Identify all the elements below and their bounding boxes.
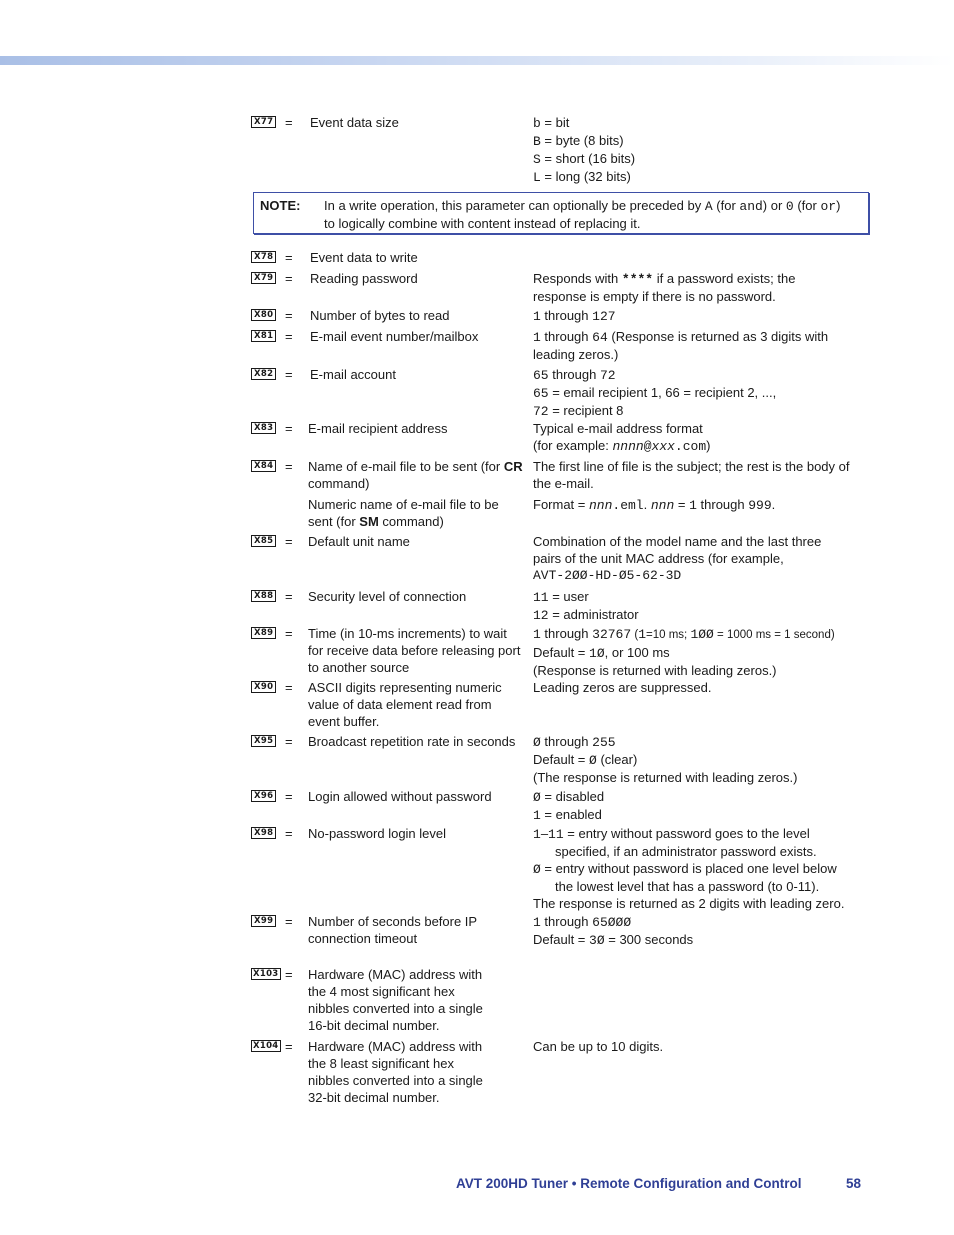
param-description-alt: Numeric name of e-mail file to be sent (for SM command)	[308, 497, 499, 529]
param-code-badge: X77	[251, 116, 276, 128]
param-description: Hardware (MAC) address with the 4 most significant hex nibbles converted into a single 16-bit decimal number.	[308, 967, 483, 1033]
param-values: 65 through 72 65 = email recipient 1, 66 = recipient 2, ..., 72 = recipient 8	[533, 367, 777, 419]
param-code-badge: X99	[251, 915, 276, 927]
note-label: NOTE:	[260, 198, 301, 213]
param-values: Leading zeros are suppressed.	[533, 680, 712, 695]
equals-sign: =	[285, 734, 293, 749]
footer-title: AVT 200HD Tuner • Remote Configuration and Control	[456, 1176, 802, 1191]
param-description: Login allowed without password	[308, 789, 492, 804]
param-description: Number of bytes to read	[310, 308, 450, 323]
param-values: 1 through 32767 (1=10 ms; 1ØØ = 1000 ms = 1 second) Default = 1Ø, or 100 ms (Response is returned with leading zeros.)	[533, 626, 835, 678]
equals-sign: =	[285, 789, 293, 804]
param-code-badge: X85	[251, 535, 276, 547]
equals-sign: =	[285, 589, 293, 604]
param-description: E-mail account	[310, 367, 396, 382]
equals-sign: =	[285, 626, 293, 641]
param-description: No-password login level	[308, 826, 447, 841]
param-code-badge: X95	[251, 735, 276, 747]
param-description: Time (in 10-ms increments) to wait for receive data before releasing port to another source	[308, 626, 521, 675]
param-code-badge: X81	[251, 330, 276, 342]
param-description: Reading password	[310, 271, 418, 286]
page-number: 58	[846, 1176, 862, 1191]
note-text: In a write operation, this parameter can optionally be preceded by A (for and) or 0 (for or) to logically combine with content instead of replacing it.	[324, 198, 841, 231]
note-box	[253, 192, 869, 234]
param-values: Ø = disabled 1 = enabled	[533, 789, 605, 823]
param-values: 11 = user 12 = administrator	[533, 589, 639, 623]
param-description: Security level of connection	[308, 589, 467, 604]
equals-sign: =	[285, 308, 293, 323]
param-description: Event data to write	[310, 250, 418, 265]
param-code-badge: X103	[253, 969, 279, 979]
param-values: 1 through 65ØØØ Default = 3Ø = 300 seconds	[533, 914, 694, 948]
param-code-badge: X90	[251, 681, 276, 693]
equals-sign: =	[285, 250, 293, 265]
param-values: b = bit B = byte (8 bits) S = short (16 bits) L = long (32 bits)	[533, 115, 636, 185]
header-gradient-bar	[0, 56, 954, 65]
param-description: Broadcast repetition rate in seconds	[308, 734, 516, 749]
param-values: Ø through 255 Default = Ø (clear) (The response is returned with leading zeros.)	[533, 734, 798, 785]
equals-sign: =	[285, 1039, 293, 1054]
param-description: Name of e-mail file to be sent (for CR command)	[308, 459, 523, 491]
param-code-badge: X88	[251, 590, 276, 602]
equals-sign: =	[285, 329, 293, 344]
equals-sign: =	[285, 421, 293, 436]
param-description: Default unit name	[308, 534, 410, 549]
equals-sign: =	[285, 967, 293, 982]
equals-sign: =	[285, 367, 293, 382]
param-description: Hardware (MAC) address with the 8 least significant hex nibbles converted into a single 32-bit decimal number.	[308, 1039, 483, 1105]
param-code-badge: X98	[251, 827, 276, 839]
param-description: ASCII digits representing numeric value of data element read from event buffer.	[308, 680, 502, 729]
param-values: Typical e-mail address format (for example: nnnn@xxx.com)	[533, 421, 711, 454]
param-code-badge: X82	[251, 368, 276, 380]
param-code-badge: X84	[251, 460, 276, 472]
equals-sign: =	[285, 534, 293, 549]
param-code-badge: X83	[251, 422, 276, 434]
param-description: Event data size	[310, 115, 399, 130]
param-code-badge: X104	[253, 1041, 279, 1051]
param-description: E-mail event number/mailbox	[310, 329, 479, 344]
param-values-alt: Format = nnn.eml. nnn = 1 through 999.	[533, 497, 776, 513]
equals-sign: =	[285, 826, 293, 841]
param-values: Can be up to 10 digits.	[533, 1039, 664, 1054]
equals-sign: =	[285, 459, 293, 474]
param-values: Responds with **** if a password exists; the response is empty if there is no password.	[533, 271, 796, 304]
param-code-badge: X78	[251, 251, 276, 263]
equals-sign: =	[285, 271, 293, 286]
param-code-badge: X79	[251, 272, 276, 284]
param-values: 1 through 127	[533, 308, 616, 324]
equals-sign: =	[285, 680, 293, 695]
param-code-badge: X96	[251, 790, 276, 802]
param-values: Combination of the model name and the last three pairs of the unit MAC address (for example, AVT-2ØØ-HD-Ø5-62-3D	[533, 534, 822, 583]
equals-sign: =	[285, 914, 293, 929]
param-values: 1 through 64 (Response is returned as 3 digits with leading zeros.)	[533, 329, 829, 362]
param-description: E-mail recipient address	[308, 421, 448, 436]
param-code-badge: X80	[251, 309, 276, 321]
param-description: Number of seconds before IP connection timeout	[308, 914, 477, 946]
param-values: 1–11 = entry without password goes to the level specified, if an administrator password exists. Ø = entry without password is placed one level below the lowest level that has a password (to 0-11). The response is returned as 2 digits with leading zero.	[533, 826, 845, 911]
param-values: The first line of file is the subject; the rest is the body of the e-mail.	[533, 459, 850, 491]
equals-sign: =	[285, 115, 293, 130]
param-code-badge: X89	[251, 627, 276, 639]
